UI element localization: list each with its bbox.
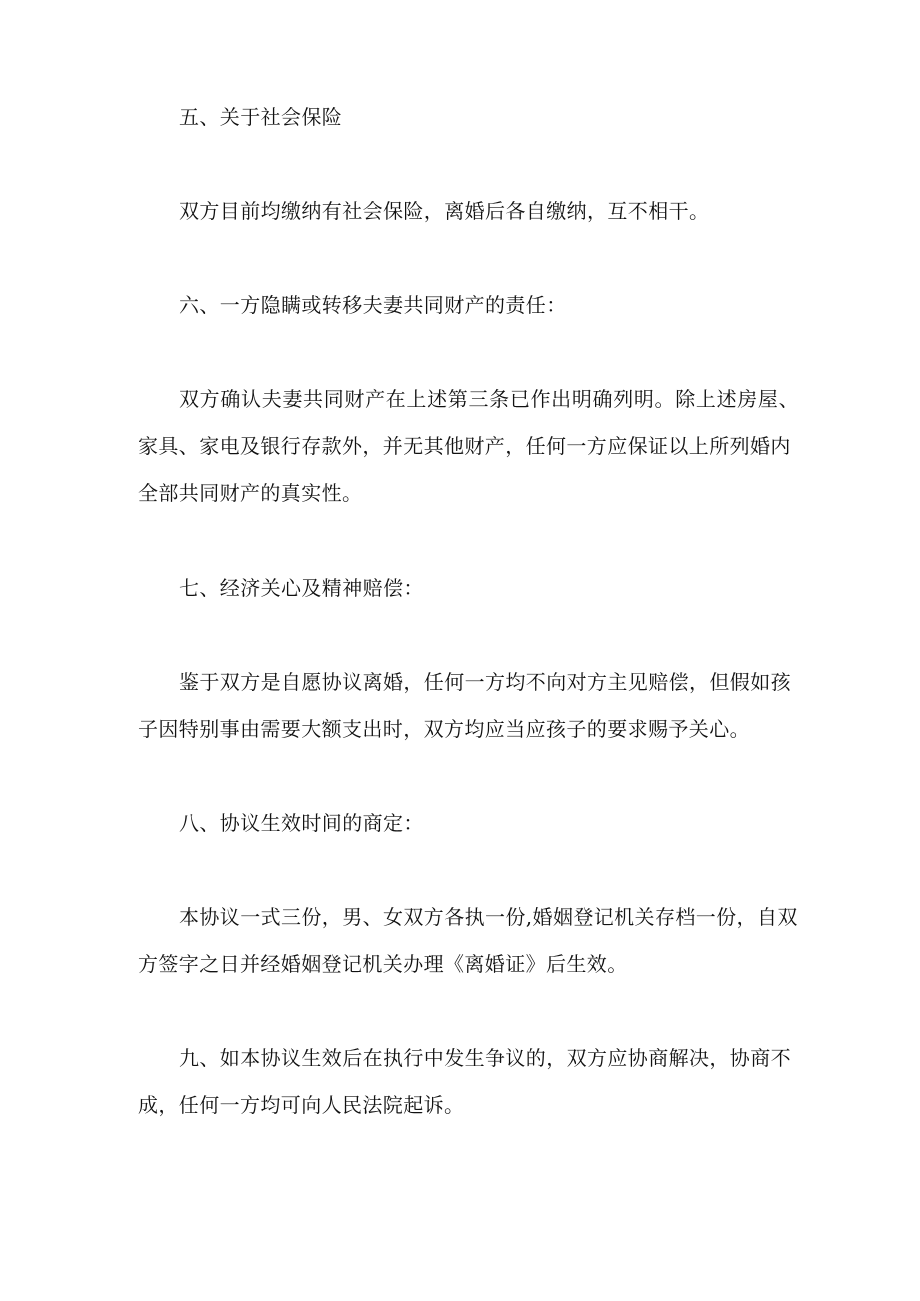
section-6-heading: 六、一方隐瞒或转移夫妻共同财产的责任： [179,293,567,317]
section-8-text-line-2: 方签字之日并经婚姻登记机关办理《离婚证》后生效。 [138,952,628,976]
section-6-text-line-3: 全部共同财产的真实性。 [138,481,363,505]
section-5-heading: 五、关于社会保险 [179,105,343,129]
section-9-text-line-2: 成，任何一方均可向人民法院起诉。 [138,1093,465,1117]
section-8-text-line-1: 本协议一式三份，男、女双方各执一份,婚姻登记机关存档一份，自双 [179,905,798,929]
section-6-text-line-1: 双方确认夫妻共同财产在上述第三条已作出明确列明。除上述房屋、 [179,387,799,411]
section-7-heading: 七、经济关心及精神赔偿： [179,576,424,600]
section-8-heading: 八、协议生效时间的商定： [179,811,424,835]
section-7-text-line-2: 子因特别事由需要大额支出时，双方均应当应孩子的要求赐予关心。 [138,717,750,741]
section-7-text-line-1: 鉴于双方是自愿协议离婚，任何一方均不向对方主见赔偿，但假如孩 [179,670,791,694]
section-9-text-line-1: 九、如本协议生效后在执行中发生争议的，双方应协商解决，协商不 [179,1046,791,1070]
section-6-text-line-2: 家具、家电及银行存款外，并无其他财产，任何一方应保证以上所列婚内 [138,434,791,458]
section-5-text: 双方目前均缴纳有社会保险，离婚后各自缴纳，互不相干。 [179,199,710,223]
